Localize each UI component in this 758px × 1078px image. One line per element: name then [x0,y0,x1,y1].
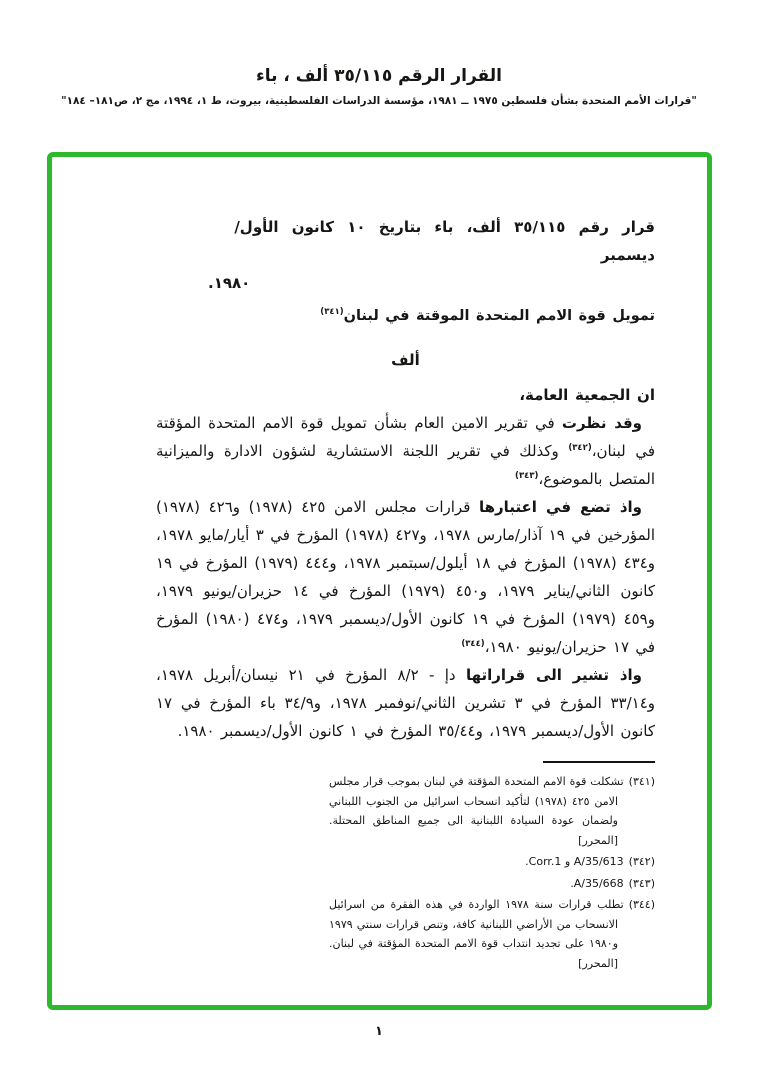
resolution-subject-text: تمويل قوة الامم المتحدة الموقتة في لبنان [343,308,655,324]
footnote-ref-342: (٣٤٢) [568,443,592,453]
footnote-label-341: (٣٤١) [628,775,655,788]
resolution-heading-line1: قرار رقم ٣٥/١١٥ ألف، باء بتاريخ ١٠ كانون الأول/ديسمبر [234,218,655,264]
footnote-ref-343: (٣٤٣) [515,471,539,481]
paragraph-bearing-in-mind [156,493,655,661]
content-frame [47,152,712,1010]
footnote-item-342 [329,852,655,872]
paragraph-text: وكذلك في تقرير اللجنة الاستشارية لشؤون الادارة والميزانية المتصل بالموضوع، [156,442,655,488]
document-title: القرار الرقم ٣٥/١١٥ ألف ، باء [256,66,502,86]
footnote-label-343: (٣٤٣) [628,876,655,890]
footnote-item-341 [329,772,655,850]
footnote-item-343 [329,874,655,894]
resolution-heading [208,213,655,297]
footnote-text-343: A/35/668. [570,876,624,890]
source-citation: "قرارات الأمم المتحدة بشأن فلسطين ١٩٧٥ ــ ١٩٨١، مؤسسة الدراسات الفلسطينية، بيروت، ط ١، ١٩٩٤، مج ٢، ص١٨١– ١٨٤" [61,95,697,107]
section-heading-alef: ألف [391,351,420,369]
footnote-label-342: (٣٤٢) [628,855,655,868]
paragraph-recalling [156,661,655,745]
footnote-ref-344: (٣٤٤) [461,639,485,649]
page-header [0,0,758,107]
paragraph-lead: وقد نظرت [561,414,643,432]
page-number: ١ [375,1024,383,1039]
footnote-item-344 [329,895,655,973]
resolution-body [52,157,707,973]
footnotes-section [329,761,655,973]
footnote-text-344: تطلب قرارات سنة ١٩٧٨ الواردة في هذه الفقرة من اسرائيل الانسحاب من الأراضي اللبنانية كافة، وتنص قرارات سنتي ١٩٧٩ و١٩٨٠ على تجديد انتداب قوة الامم المتحدة المؤقتة في لبنان. [المحرر] [329,898,624,970]
footnote-ref-341: (٣٤١) [320,307,344,318]
footnote-text-342: A/35/613 و Corr.1. [525,855,624,868]
paragraph-having-considered [156,409,655,493]
opening-line: ان الجمعية العامة، [519,386,655,404]
paragraph-text: قرارات مجلس الامن ٤٢٥ (١٩٧٨) و٤٢٦ (١٩٧٨) المؤرخين في ١٩ آذار/مارس ١٩٧٨، و٤٢٧ (١٩٧٨) المؤرخ في ٣ أيار/مايو ١٩٧٨، و٤٣٤ (١٩٧٨) المؤرخ في ١٨ أيلول/سبتمبر ١٩٧٨، و٤٤٤ (١٩٧٩) المؤرخ في ١٩ كانون الثاني/يناير ١٩٧٩، و٤٥٠ (١٩٧٩) المؤرخ في ١٤ حزيران/يونيو ١٩٧٩، و٤٥٩ (١٩٧٩) المؤرخ في ١٩ كانون الأول/ديسمبر ١٩٧٩، و٤٧٤ (١٩٨٠) المؤرخ في ١٧ حزيران/يونيو ١٩٨٠، [156,498,656,656]
paragraph-lead: واذ تضع في اعتبارها [479,498,643,516]
footnote-separator [543,761,655,763]
resolution-subject [156,302,655,330]
paragraph-text: في تقرير الامين العام بشأن تمويل قوة الامم المتحدة المؤقتة في لبنان، [156,414,655,460]
paragraph-text: دإ - ٨/٢ المؤرخ في ٢١ نيسان/أبريل ١٩٧٨، و٣٣/١٤ المؤرخ في ٣ تشرين الثاني/نوفمبر ١٩٧٨، و٣٤/٩ باء المؤرخ في ١٧ كانون الأول/ديسمبر ١٩٧٩، و٣٥/٤٤ المؤرخ في ١ كانون الأول/ديسمبر ١٩٨٠. [156,666,655,740]
paragraph-lead: واذ تشير الى قراراتها [465,666,642,684]
footnote-label-344: (٣٤٤) [628,898,656,911]
resolution-heading-line2: ١٩٨٠. [208,274,251,292]
footnote-text-341: تشكلت قوة الامم المتحدة المؤقتة في لبنان بموجب قرار مجلس الامن ٤٢٥ (١٩٧٨) لتأكيد انسحاب اسرائيل من الجنوب اللبناني ولضمان عودة السيادة اللبنانية الى جميع المناطق المحتلة. [المحرر] [329,775,624,847]
